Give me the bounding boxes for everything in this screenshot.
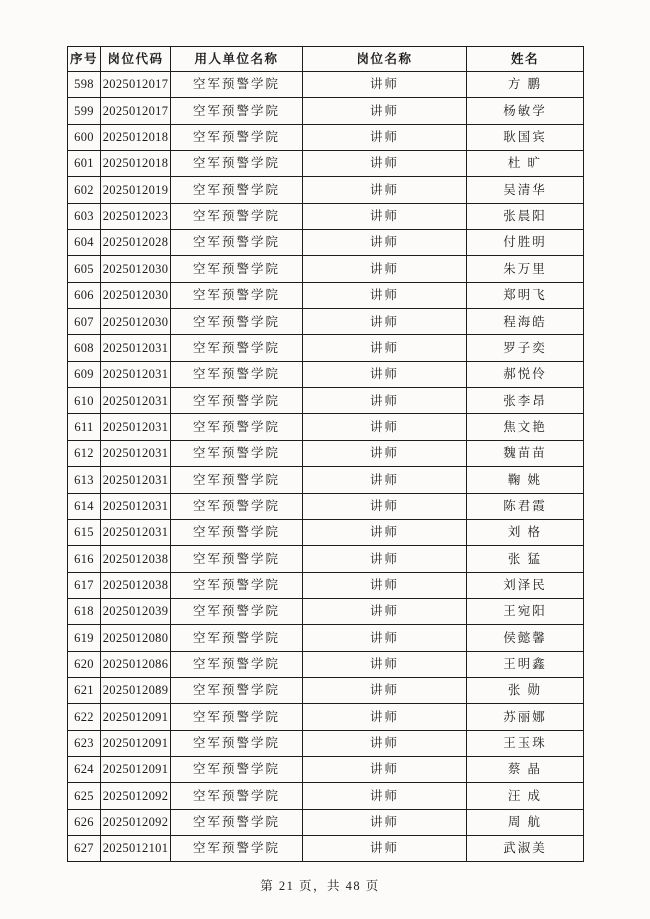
code-cell: 2025012038 [101, 572, 171, 598]
position-cell: 讲师 [303, 388, 467, 414]
name-cell: 鞠 姚 [467, 467, 584, 493]
seq-cell: 601 [68, 151, 101, 177]
unit-cell: 空军预警学院 [171, 546, 303, 572]
position-cell: 讲师 [303, 440, 467, 466]
unit-cell: 空军预警学院 [171, 282, 303, 308]
code-cell: 2025012080 [101, 625, 171, 651]
table-row [68, 783, 584, 809]
position-cell: 讲师 [303, 467, 467, 493]
position-cell: 讲师 [303, 335, 467, 361]
table-row [68, 72, 584, 98]
seq-cell: 607 [68, 309, 101, 335]
name-cell: 付胜明 [467, 230, 584, 256]
unit-cell: 空军预警学院 [171, 388, 303, 414]
code-cell: 2025012091 [101, 704, 171, 730]
table-row [68, 98, 584, 124]
position-cell: 讲师 [303, 230, 467, 256]
seq-cell: 606 [68, 282, 101, 308]
unit-cell: 空军预警学院 [171, 335, 303, 361]
position-cell: 讲师 [303, 282, 467, 308]
table-header-row [68, 47, 584, 72]
unit-cell: 空军预警学院 [171, 809, 303, 835]
unit-cell: 空军预警学院 [171, 625, 303, 651]
code-cell: 2025012031 [101, 467, 171, 493]
name-cell: 王玉珠 [467, 730, 584, 756]
name-cell: 刘 格 [467, 519, 584, 545]
code-cell: 2025012030 [101, 282, 171, 308]
table-row [68, 572, 584, 598]
code-cell: 2025012031 [101, 414, 171, 440]
column-header-5: 姓名 [467, 47, 584, 72]
position-cell: 讲师 [303, 835, 467, 861]
seq-cell: 625 [68, 783, 101, 809]
name-cell: 王宛阳 [467, 598, 584, 624]
code-cell: 2025012031 [101, 493, 171, 519]
unit-cell: 空军预警学院 [171, 651, 303, 677]
name-cell: 张晨阳 [467, 203, 584, 229]
seq-cell: 613 [68, 467, 101, 493]
table-row [68, 230, 584, 256]
table-row [68, 730, 584, 756]
position-cell: 讲师 [303, 361, 467, 387]
table-row [68, 335, 584, 361]
code-cell: 2025012101 [101, 835, 171, 861]
code-cell: 2025012086 [101, 651, 171, 677]
column-header-3: 用人单位名称 [171, 47, 303, 72]
position-cell: 讲师 [303, 783, 467, 809]
seq-cell: 627 [68, 835, 101, 861]
seq-cell: 602 [68, 177, 101, 203]
table-row [68, 388, 584, 414]
name-cell: 方 鹏 [467, 72, 584, 98]
seq-cell: 617 [68, 572, 101, 598]
code-cell: 2025012092 [101, 809, 171, 835]
unit-cell: 空军预警学院 [171, 677, 303, 703]
table-row [68, 493, 584, 519]
position-cell: 讲师 [303, 309, 467, 335]
table-row [68, 835, 584, 861]
seq-cell: 616 [68, 546, 101, 572]
name-cell: 王明鑫 [467, 651, 584, 677]
seq-cell: 623 [68, 730, 101, 756]
code-cell: 2025012031 [101, 361, 171, 387]
table-row [68, 414, 584, 440]
code-cell: 2025012028 [101, 230, 171, 256]
table-row [68, 519, 584, 545]
code-cell: 2025012031 [101, 519, 171, 545]
name-cell: 周 航 [467, 809, 584, 835]
seq-cell: 600 [68, 124, 101, 150]
unit-cell: 空军预警学院 [171, 598, 303, 624]
position-cell: 讲师 [303, 203, 467, 229]
seq-cell: 618 [68, 598, 101, 624]
position-cell: 讲师 [303, 98, 467, 124]
name-cell: 耿国宾 [467, 124, 584, 150]
position-cell: 讲师 [303, 519, 467, 545]
code-cell: 2025012019 [101, 177, 171, 203]
table-row [68, 704, 584, 730]
position-cell: 讲师 [303, 572, 467, 598]
table-row [68, 756, 584, 782]
unit-cell: 空军预警学院 [171, 124, 303, 150]
position-cell: 讲师 [303, 651, 467, 677]
table-row [68, 809, 584, 835]
name-cell: 武淑美 [467, 835, 584, 861]
column-header-4: 岗位名称 [303, 47, 467, 72]
name-cell: 朱万里 [467, 256, 584, 282]
position-cell: 讲师 [303, 493, 467, 519]
name-cell: 张 猛 [467, 546, 584, 572]
position-cell: 讲师 [303, 625, 467, 651]
column-header-2: 岗位代码 [101, 47, 171, 72]
seq-cell: 598 [68, 72, 101, 98]
code-cell: 2025012089 [101, 677, 171, 703]
position-cell: 讲师 [303, 809, 467, 835]
unit-cell: 空军预警学院 [171, 835, 303, 861]
position-cell: 讲师 [303, 414, 467, 440]
seq-cell: 609 [68, 361, 101, 387]
table-body [68, 72, 584, 862]
name-cell: 刘泽民 [467, 572, 584, 598]
position-cell: 讲师 [303, 151, 467, 177]
unit-cell: 空军预警学院 [171, 203, 303, 229]
table-row [68, 361, 584, 387]
position-cell: 讲师 [303, 177, 467, 203]
table-row [68, 440, 584, 466]
table-row [68, 651, 584, 677]
table-row [68, 546, 584, 572]
seq-cell: 621 [68, 677, 101, 703]
seq-cell: 620 [68, 651, 101, 677]
name-cell: 汪 成 [467, 783, 584, 809]
seq-cell: 605 [68, 256, 101, 282]
seq-cell: 615 [68, 519, 101, 545]
seq-cell: 612 [68, 440, 101, 466]
unit-cell: 空军预警学院 [171, 756, 303, 782]
code-cell: 2025012092 [101, 783, 171, 809]
seq-cell: 603 [68, 203, 101, 229]
position-cell: 讲师 [303, 124, 467, 150]
table-row [68, 282, 584, 308]
unit-cell: 空军预警学院 [171, 361, 303, 387]
unit-cell: 空军预警学院 [171, 151, 303, 177]
code-cell: 2025012023 [101, 203, 171, 229]
code-cell: 2025012018 [101, 151, 171, 177]
position-cell: 讲师 [303, 756, 467, 782]
code-cell: 2025012091 [101, 756, 171, 782]
name-cell: 吴清华 [467, 177, 584, 203]
code-cell: 2025012017 [101, 72, 171, 98]
position-cell: 讲师 [303, 72, 467, 98]
code-cell: 2025012039 [101, 598, 171, 624]
unit-cell: 空军预警学院 [171, 493, 303, 519]
seq-cell: 614 [68, 493, 101, 519]
name-cell: 杜 旷 [467, 151, 584, 177]
seq-cell: 604 [68, 230, 101, 256]
name-cell: 郑明飞 [467, 282, 584, 308]
name-cell: 张 勋 [467, 677, 584, 703]
name-cell: 张李昂 [467, 388, 584, 414]
unit-cell: 空军预警学院 [171, 414, 303, 440]
seq-cell: 619 [68, 625, 101, 651]
seq-cell: 608 [68, 335, 101, 361]
table-row [68, 203, 584, 229]
position-cell: 讲师 [303, 546, 467, 572]
column-header-1: 序号 [68, 47, 101, 72]
code-cell: 2025012091 [101, 730, 171, 756]
table-row [68, 256, 584, 282]
name-cell: 郝悦伶 [467, 361, 584, 387]
name-cell: 蔡 晶 [467, 756, 584, 782]
seq-cell: 624 [68, 756, 101, 782]
unit-cell: 空军预警学院 [171, 783, 303, 809]
position-cell: 讲师 [303, 704, 467, 730]
code-cell: 2025012030 [101, 309, 171, 335]
name-cell: 陈君霞 [467, 493, 584, 519]
code-cell: 2025012017 [101, 98, 171, 124]
unit-cell: 空军预警学院 [171, 572, 303, 598]
table-row [68, 467, 584, 493]
unit-cell: 空军预警学院 [171, 256, 303, 282]
position-cell: 讲师 [303, 598, 467, 624]
table-row [68, 598, 584, 624]
name-cell: 焦文艳 [467, 414, 584, 440]
position-cell: 讲师 [303, 730, 467, 756]
unit-cell: 空军预警学院 [171, 440, 303, 466]
seq-cell: 626 [68, 809, 101, 835]
unit-cell: 空军预警学院 [171, 98, 303, 124]
unit-cell: 空军预警学院 [171, 177, 303, 203]
seq-cell: 622 [68, 704, 101, 730]
name-cell: 杨敏学 [467, 98, 584, 124]
table-row [68, 625, 584, 651]
unit-cell: 空军预警学院 [171, 704, 303, 730]
table-row [68, 124, 584, 150]
code-cell: 2025012030 [101, 256, 171, 282]
unit-cell: 空军预警学院 [171, 519, 303, 545]
position-roster-table [67, 46, 584, 862]
seq-cell: 610 [68, 388, 101, 414]
unit-cell: 空军预警学院 [171, 309, 303, 335]
name-cell: 侯懿馨 [467, 625, 584, 651]
table-row [68, 177, 584, 203]
name-cell: 程海皓 [467, 309, 584, 335]
unit-cell: 空军预警学院 [171, 230, 303, 256]
page-footer: 第 21 页，共 48 页 [260, 879, 380, 893]
name-cell: 魏苗苗 [467, 440, 584, 466]
code-cell: 2025012018 [101, 124, 171, 150]
table-row [68, 677, 584, 703]
position-cell: 讲师 [303, 256, 467, 282]
code-cell: 2025012031 [101, 335, 171, 361]
name-cell: 罗子奕 [467, 335, 584, 361]
code-cell: 2025012031 [101, 440, 171, 466]
unit-cell: 空军预警学院 [171, 730, 303, 756]
seq-cell: 599 [68, 98, 101, 124]
code-cell: 2025012031 [101, 388, 171, 414]
table-row [68, 309, 584, 335]
seq-cell: 611 [68, 414, 101, 440]
unit-cell: 空军预警学院 [171, 467, 303, 493]
code-cell: 2025012038 [101, 546, 171, 572]
unit-cell: 空军预警学院 [171, 72, 303, 98]
name-cell: 苏丽娜 [467, 704, 584, 730]
position-cell: 讲师 [303, 677, 467, 703]
table-row [68, 151, 584, 177]
